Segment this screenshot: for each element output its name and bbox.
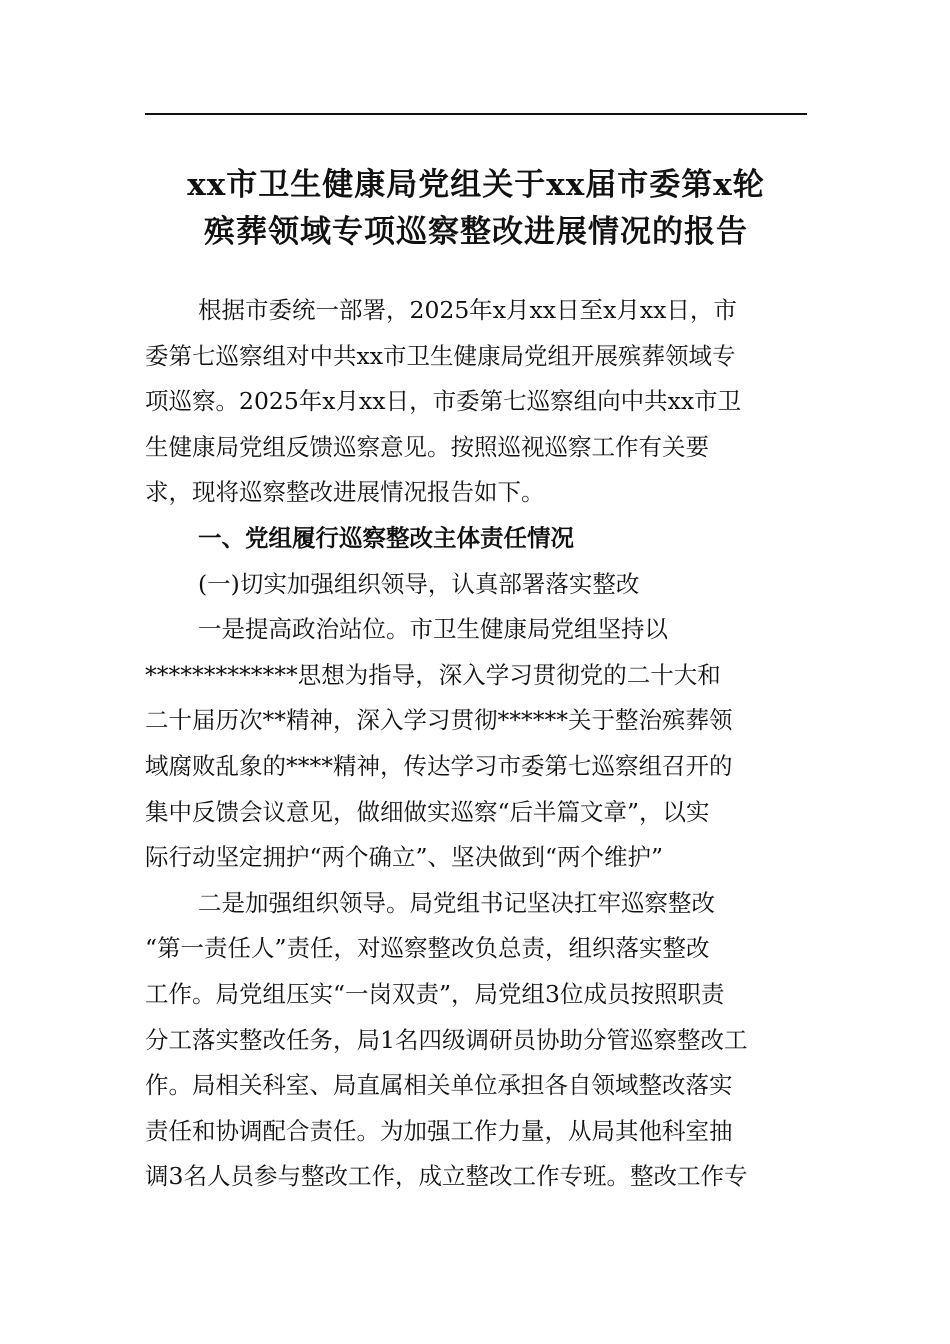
paragraph-line: 生健康局党组反馈巡察意见。按照巡视巡察工作有关要 xyxy=(145,432,709,461)
paragraph-line: 二是加强组织领导。局党组书记坚决扛牢巡察整改 xyxy=(198,888,715,917)
paragraph-line: 委第七巡察组对中共xx市卫生健康局党组开展殡葬领域专 xyxy=(145,341,736,370)
paragraph-line: 责任和协调配合责任。为加强工作力量，从局其他科室抽 xyxy=(145,1116,733,1145)
title-line-1: xx市卫生健康局党组关于xx届市委第x轮 xyxy=(187,167,765,203)
paragraph-line: 一是提高政治站位。市卫生健康局党组坚持以 xyxy=(198,615,668,644)
paragraph-line: 调3名人员参与整改工作，成立整改工作专班。整改工作专 xyxy=(145,1162,748,1191)
section-heading: 一、党组履行巡察整改主体责任情况 xyxy=(198,523,574,552)
document-body xyxy=(145,288,807,1200)
paragraph-line: 际行动坚定拥护“两个确立”、坚决做到“两个维护” xyxy=(145,843,664,872)
document-title xyxy=(145,162,807,256)
paragraph-line: 作。局相关科室、局直属相关单位承担各自领域整改落实 xyxy=(145,1071,733,1100)
paragraph-line: 求，现将巡察整改进展情况报告如下。 xyxy=(145,478,545,507)
paragraph-line: 工作。局党组压实“一岗双责”，局党组3位成员按照职责 xyxy=(145,979,725,1008)
paragraph-line: *************思想为指导，深入学习贯彻党的二十大和 xyxy=(145,660,721,689)
paragraph-line: 分工落实整改任务，局1名四级调研员协助分管巡察整改工 xyxy=(145,1025,748,1054)
title-line-2: 殡葬领域专项巡察整改进展情况的报告 xyxy=(204,214,748,250)
paragraph-line: “第一责任人”责任，对巡察整改负总责，组织落实整改 xyxy=(145,934,710,963)
header-rule xyxy=(145,113,807,115)
paragraph-line: 二十届历次**精神，深入学习贯彻******关于整治殡葬领 xyxy=(145,706,733,735)
subsection-heading: (一)切实加强组织领导，认真部署落实整改 xyxy=(198,569,640,598)
paragraph-line: 集中反馈会议意见，做细做实巡察“后半篇文章”，以实 xyxy=(145,797,710,826)
paragraph-line: 根据市委统一部署，2025年x月xx日至x月xx日，市 xyxy=(198,296,737,324)
paragraph-line: 域腐败乱象的****精神，传达学习市委第七巡察组召开的 xyxy=(145,751,733,780)
paragraph-line: 项巡察。2025年x月xx日，市委第七巡察组向中共xx市卫 xyxy=(145,387,742,416)
